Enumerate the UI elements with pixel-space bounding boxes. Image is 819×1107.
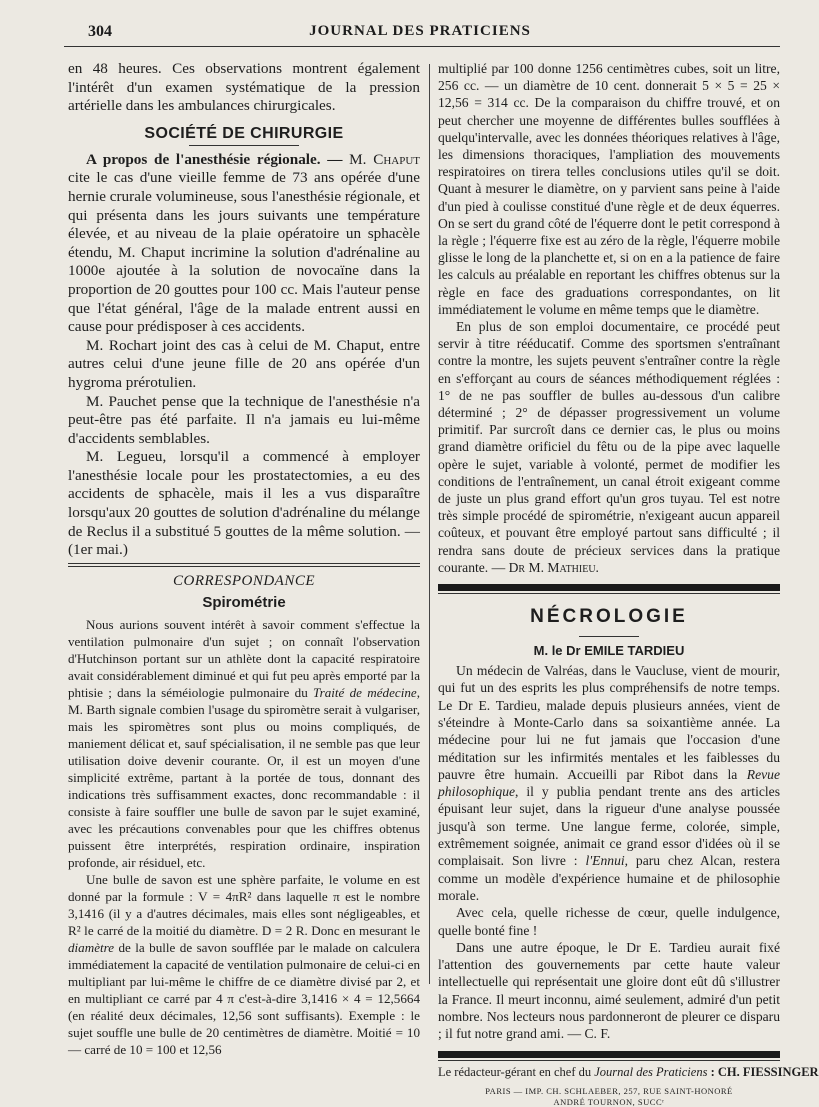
spiro-p2-italic: diamètre xyxy=(68,939,115,955)
anesthesie-text: cite le cas d'une vieille femme de 73 ans opérée d'une hernie crurale volumineuse, sous l'anesthésie régionale, et qui présenta dans les jours suivants une température élevée, et au niveau de la plaie opératoire un sphacèle étendu, M. Chaput incrimine la solution d'adrénaline au 1000e ajoutée à la solution de novocaïne dans la proportion de 20 gouttes pour 100 cc. Mais l'auteur pense que l'état général, l'âge de la malade entrent aussi en cause pour prédisposer à ces accidents. xyxy=(68,169,420,336)
left-column xyxy=(68,60,420,1058)
necrologie-rule xyxy=(579,636,639,637)
header-rule xyxy=(64,46,780,47)
footer-heavy-divider xyxy=(438,1051,780,1058)
section-title-rule xyxy=(189,145,299,146)
necro-p1-italic2: l'Ennui xyxy=(585,853,625,869)
obituary-paragraph-2: Avec cela, quelle richesse de cœur, quelle indulgence, quelle bonté fine ! xyxy=(438,905,780,938)
printer-line-1: PARIS — IMP. CH. SCHLAEBER, 257, RUE SAINT-HONORÉ xyxy=(485,1085,733,1096)
obituary-paragraph-1 xyxy=(438,662,780,904)
spirometrie-paragraph-1 xyxy=(68,616,420,871)
page-number: 304 xyxy=(88,23,112,40)
correspondance-heading: CORRESPONDANCE xyxy=(173,572,315,589)
section-title: SOCIÉTÉ DE CHIRURGIE xyxy=(144,124,344,142)
printer-line-2: ANDRÉ TOURNON, SUCCʳ xyxy=(553,1096,665,1107)
column-separator xyxy=(429,64,430,984)
gerant-prefix: Le rédacteur-gérant en chef du xyxy=(438,1064,595,1079)
author-prefix: M. xyxy=(342,150,374,168)
necro-p1-italic: Revue philosophique xyxy=(438,766,780,800)
spirometrie-paragraph-3 xyxy=(438,318,780,576)
necro-p1-a: Un médecin de Valréas, dans le Vaucluse, vient de mourir, qui fut un des esprits les plus compréhensifs de notre temps. Le Dr E. Tardieu, malade depuis plusieurs années, vient de s'éteindre à Monte-Carlo dans sa soixantième année. La médecine pour lui ne fut jamais que l'occasion d'une méditation sur les infirmités mentales et les faiblesses du pauvre être humain. Accueilli par Ribot dans la xyxy=(438,663,780,782)
gerant-line xyxy=(438,1064,819,1080)
journal-title: JOURNAL DES PRATICIENS xyxy=(309,23,531,39)
article-title: Spirométrie xyxy=(202,593,286,611)
necrologie-heading: NÉCROLOGIE xyxy=(530,606,688,628)
necro-p1-c: , paru chez Alcan, restera comme un modèle d'expérience humaine et de philosophie morale. xyxy=(438,853,780,903)
right-column xyxy=(438,60,819,1107)
gerant-name: : CH. FIESSINGER xyxy=(707,1064,819,1079)
running-head xyxy=(60,20,780,46)
heavy-divider xyxy=(438,584,780,591)
anesthesie-paragraph xyxy=(68,151,420,337)
spiro-p3-text: En plus de son emploi documentaire, ce procédé peut servir à titre rééducatif. Comme des sportsmen s'entraînant contre la montre, les sujets peuvent s'entraîner contre la règle en s'efforçant au cours de séances méthodiquement réglées : 1° de ne pas souffler de bulles au-dessous d'un calibre déterminé ; 2° de dépasser progressivement un volume primitif. Par surcroît dans ce dernier cas, le plus ou moins grand diamètre orificiel du fêtu ou de la pipe avec laquelle opère le sujet, variable à volonté, permet de modifier les conditions de l'entraînement, un canal étroit exigeant comme de juste un plus grand effort qu'un gros tuyau. Tel est notre très simple procédé de spirométrie, n'exigeant aucun appareil coûteux, et pouvant être employé partout sans difficulté ; il rendra sans doute de précieux services dans la pratique courante. — xyxy=(438,319,780,575)
author-name: Chaput xyxy=(373,150,420,168)
intro-paragraph: en 48 heures. Ces observations montrent également l'intérêt d'un examen systématique de la pression artérielle dans les ambulances chirurgicales. xyxy=(68,60,420,115)
obituary-subject: M. le Dr EMILE TARDIEU xyxy=(533,643,685,659)
footer-thin-divider xyxy=(438,1060,780,1061)
legueu-paragraph: M. Legueu, lorsqu'il a commencé à employer l'anesthésie locale pour les prostatectomies, a eu des accidents de sphacèle, mais il les a vus disparaître lorsqu'aux 20 gouttes de solution d'adrénaline du mélange de Reclus il a substitué 5 gouttes de la même solution. — (1er mai.) xyxy=(68,448,420,559)
obituary-paragraph-3: Dans une autre époque, le Dr E. Tardieu aurait fixé l'attention des gouvernements par cette haute valeur intellectuelle qui représentait une gloire dont eût dû s'illustrer la France. Il meurt inconnu, aimé seulement, admiré d'un petit nombre. Nos lecteurs nous pardonneront de pleurer ce disparu ; il fut notre grand ami. — C. F. xyxy=(438,939,780,1042)
spiro-p2-end: de la bulle de savon soufflée par le malade on calculera immédiatement la capacité de ventilation pulmonaire de celui-ci en multipliant par lui-même le chiffre de ce diamètre divisé par 2, et en multipliant ce carré par 4 π c'est-à-dire 3,1416 × 4 = 12,5664 (en réalité deux décimales, 12,56 sont suffisants). Exemple : le sujet souffle une bulle de 20 centimètres de diamètre. Moitié = 10 — carré de 10 = 100 et 12,56 xyxy=(68,939,420,1057)
gerant-journal: Journal des Praticiens xyxy=(594,1064,708,1079)
pauchet-paragraph: M. Pauchet pense que la technique de l'anesthésie n'a peut-être pas été parfaite. Il n'a jamais eu lui-même d'accidents semblables. xyxy=(68,392,420,447)
spiro-p1-end: , M. Barth signale combien l'usage du spiromètre serait à vulgariser, mais les spiromètres sont plus ou moins compliqués, de maniement délicat et, sauf spécialisation, il ne semble pas que leur utilisation doive devenir courante. Or, il est un moyen d'une simplicité extrême, partant à la portée de tous, donnant des indications très suffisamment exactes, donc recommandable : il consiste à faire souffler une bulle de savon par le sujet examiné, avec les précautions convenables pour que les chiffres obtenus puissent être interprétés, respiration ordinaire, inspiration profonde, air résiduel, etc. xyxy=(68,684,420,870)
section-divider-second xyxy=(68,566,420,567)
thin-divider xyxy=(438,593,780,594)
necro-p1-b: , il y publia pendant trente ans des articles épuisant leur sujet, dans la rigueur d'une analyse poussée jusqu'à son terme. Une langue ferme, colorée, simple, extrêmement soignée, animait ce grand essor d'idées où il se complaisait. Son livre : xyxy=(438,784,780,869)
article-lead: A propos de l'anesthésie régionale. — xyxy=(86,150,343,168)
spiro-p2-text: Une bulle de savon est une sphère parfaite, le volume en est donné par la formule : V = 4πR² dans laquelle π est le nombre 3,1416 (il y a d'autres décimales, mais elles sont négligeables, et R² le carré de la moitié du diamètre. D = 2 R. Donc en mesurant le xyxy=(68,871,420,938)
article-signature: Dr M. Mathieu. xyxy=(508,559,599,575)
rochart-paragraph: M. Rochart joint des cas à celui de M. Chaput, entre autres celui d'une jeune fille de 20 ans opérée d'un hygroma prérotulien. xyxy=(68,336,420,391)
spiro-p1-text: Nous aurions souvent intérêt à savoir comment s'effectue la ventilation pulmonaire d'un sujet ; on connaît l'observation d'Hutchinson portant sur un athlète dont la capacité respiratoire avait considérablement diminué et qui fut peu après emporté par la phtisie ; dans la séméiologie pulmonaire du xyxy=(68,616,420,700)
spirometrie-continued: multiplié par 100 donne 1256 centimètres cubes, soit un litre, 256 cc. — un diamètre de 10 cent. donnerait 5 × 5 = 25 × 12,56 = 314 cc. De la comparaison du chiffre trouvé, et on peut chercher une moyenne de différentes bulles soufflées à quelqu'intervalle, avec les données théoriques relatives à l'âge, les dimensions thoraciques, l'ampliation des mouvements respiratoires on tirera telles conclusions utiles qu'il se doit. Quant à mesurer le diamètre, on y parvient sans peine à l'aide d'un pied à coulisse constitué d'une règle et de deux équerres. On se sert du grand côté de l'équerre dont le petit correspond à la règle ; l'équerre fixe est au zéro de la règle, l'équerre mobile glisse le long de la planchette et, si on en a la patience de faire les calculs au préalable en reportant les chiffres obtenus sur la règle en face des graduations correspondantes, on lit immédiatement le volume en même temps que le diamètre. xyxy=(438,61,780,317)
section-divider xyxy=(68,563,420,564)
spiro-p1-italic: Traité de médecine xyxy=(313,684,417,700)
spirometrie-paragraph-2 xyxy=(68,871,420,1058)
